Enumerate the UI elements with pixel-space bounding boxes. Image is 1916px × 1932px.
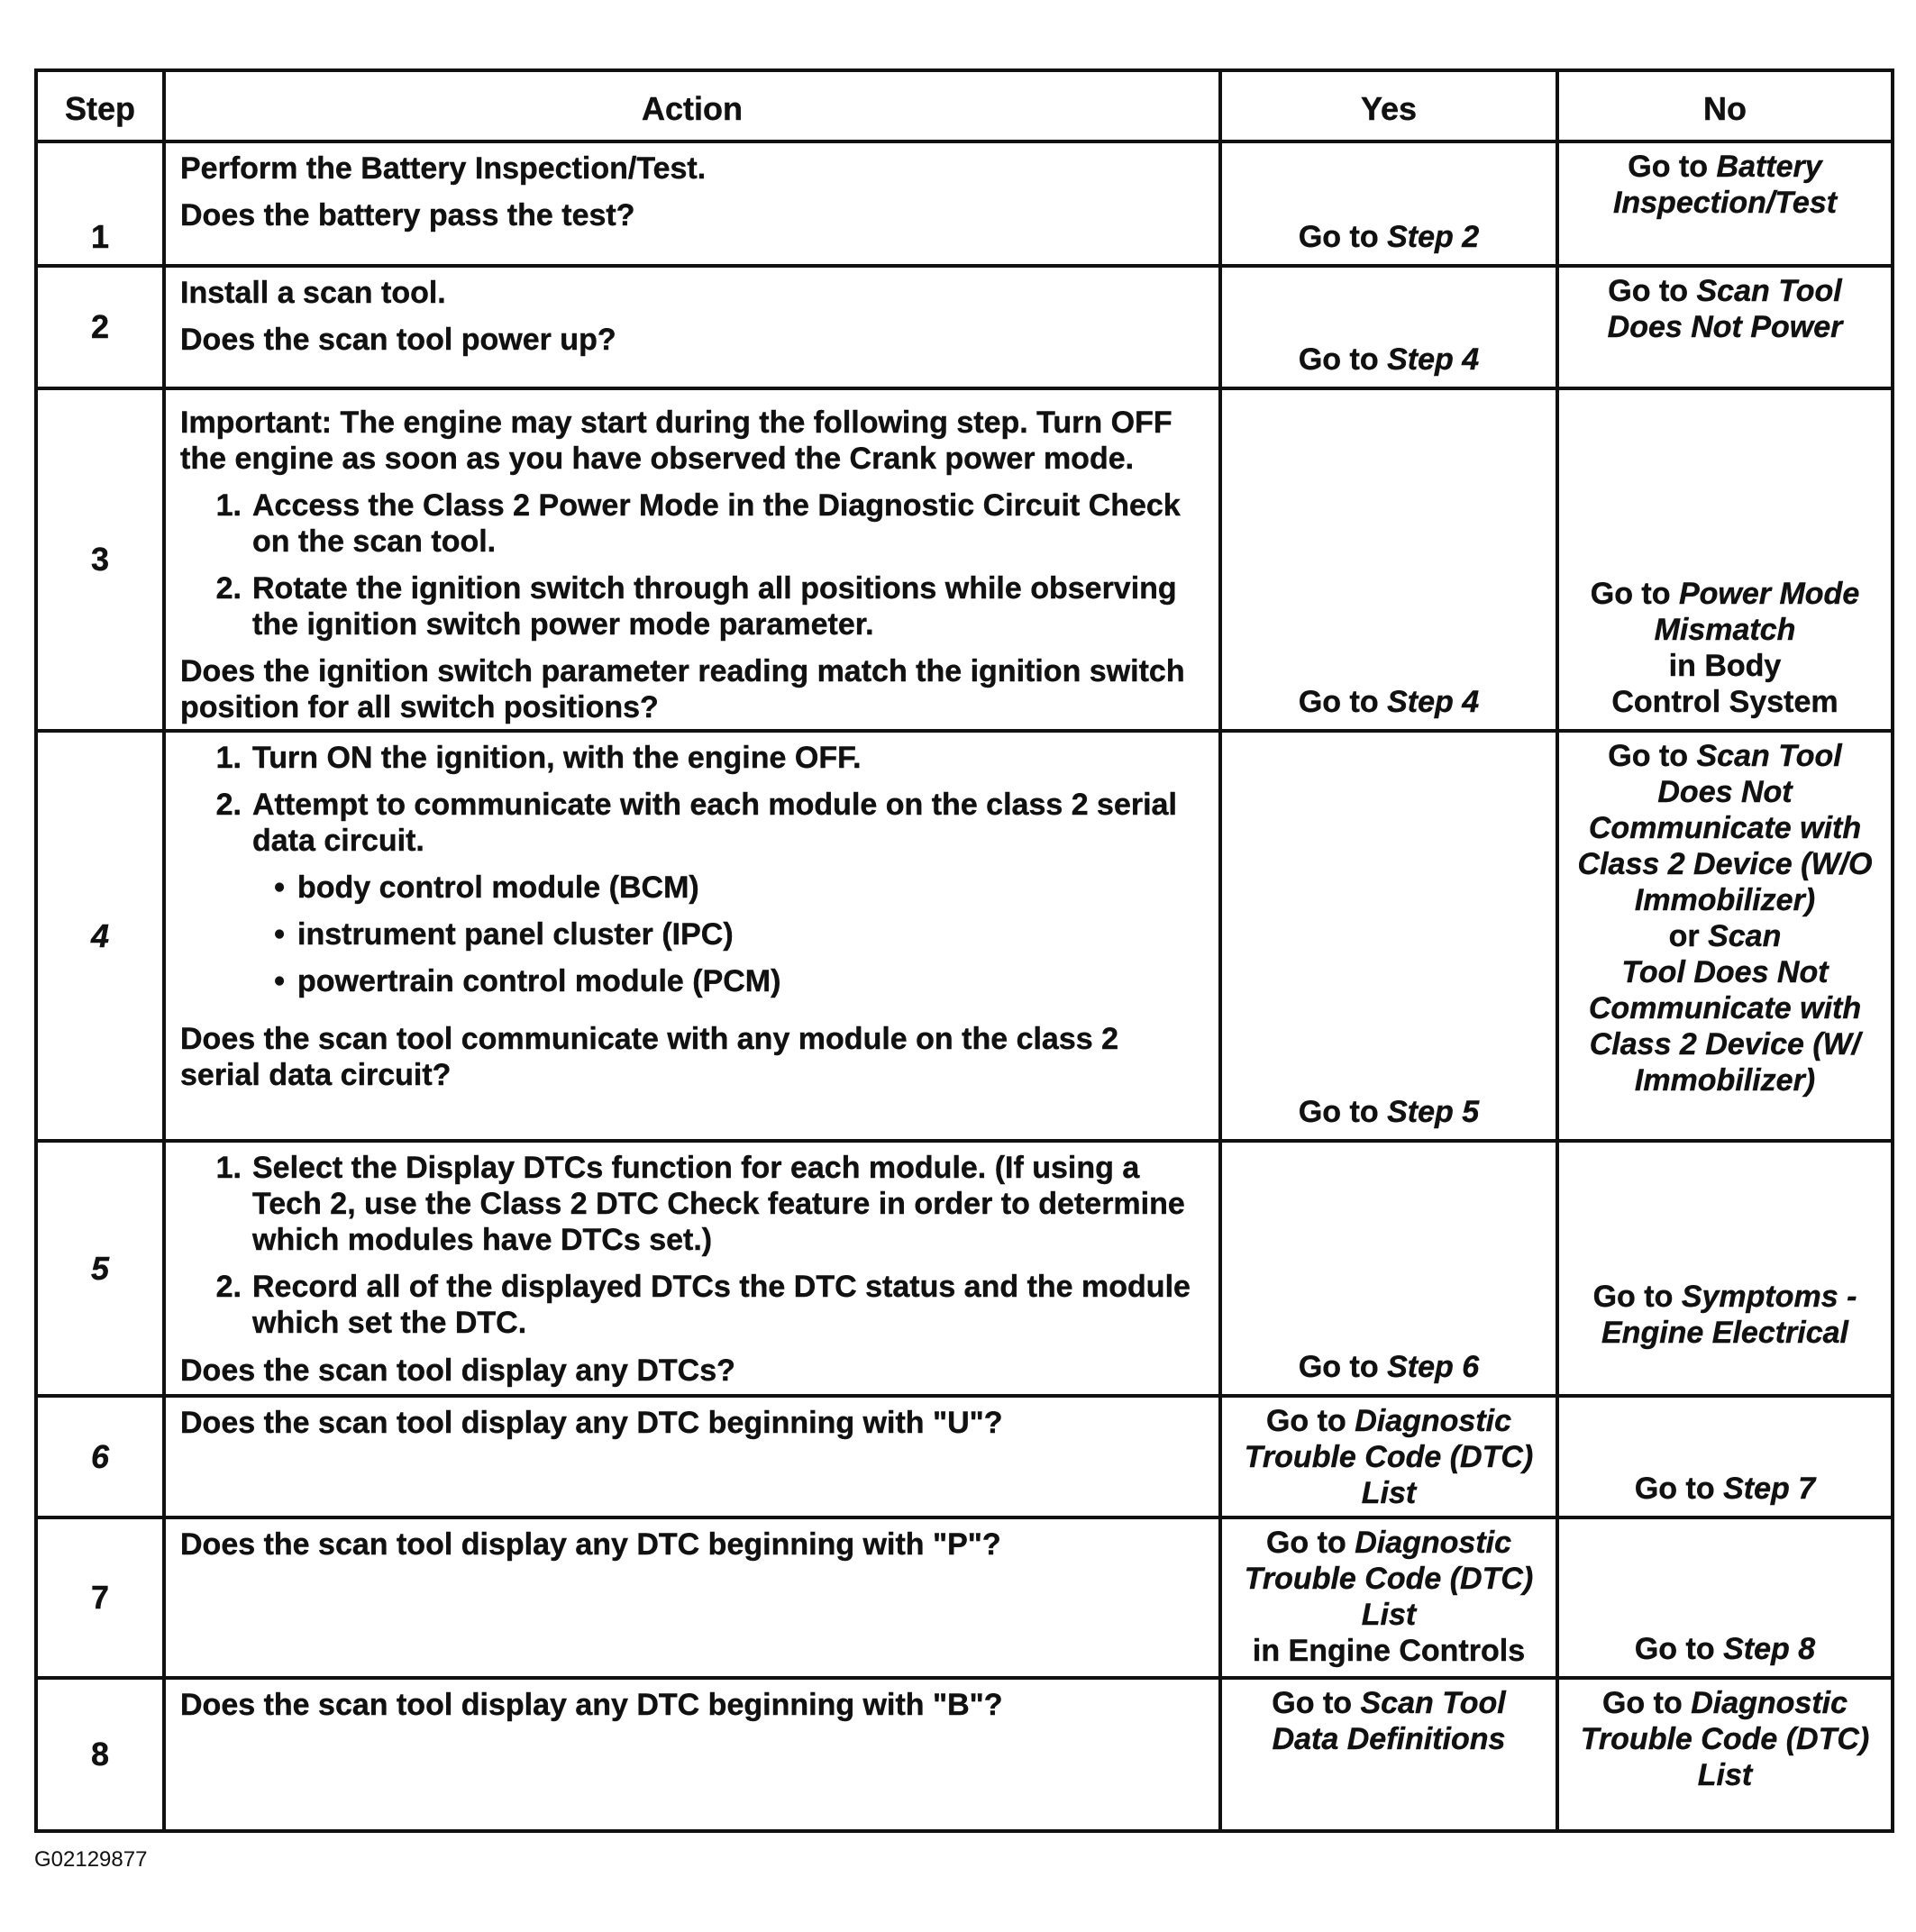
no-link-cont[interactable]: Immobilizer) xyxy=(1634,883,1816,917)
no-link-cont[interactable]: Tool Does Not xyxy=(1621,955,1829,989)
no-link-battery-test[interactable]: Battery xyxy=(1716,150,1822,184)
action-cell-8 xyxy=(166,1680,1222,1829)
yes-link-cont[interactable]: Data Definitions xyxy=(1272,1722,1506,1756)
step-number-1: 1 xyxy=(38,143,166,268)
list-item: 1. Turn ON the ignition, with the engine OFF. xyxy=(215,741,862,775)
action-cell-7 xyxy=(166,1519,1222,1680)
no-link-step-8[interactable]: Step 8 xyxy=(1723,1632,1816,1666)
go-to-text: Go to xyxy=(1272,1686,1353,1720)
header-no: No xyxy=(1559,72,1891,143)
action-cell-2 xyxy=(166,268,1222,390)
header-step: Step xyxy=(38,72,166,143)
go-to-text: Go to xyxy=(1298,342,1379,377)
go-to-text: Go to xyxy=(1608,739,1689,773)
no-link-scan-tool-w[interactable]: Scan xyxy=(1708,919,1782,953)
action-question: Does the scan tool display any DTC beginning with "U"? xyxy=(180,1406,1003,1440)
no-cell-2 xyxy=(1559,268,1891,390)
step-number-2: 2 xyxy=(38,268,166,390)
action-question: Does the scan tool display any DTC beginning with "B"? xyxy=(180,1688,1003,1722)
no-link-scan-tool-wo[interactable]: Scan Tool xyxy=(1696,739,1842,773)
no-link-cont[interactable]: Communicate with xyxy=(1588,991,1862,1025)
action-cell-3 xyxy=(166,390,1222,733)
header-yes: Yes xyxy=(1222,72,1559,143)
yes-link-dtc-list[interactable]: Diagnostic xyxy=(1355,1404,1512,1438)
step-number-3: 3 xyxy=(38,390,166,733)
no-cell-7 xyxy=(1559,1519,1891,1680)
no-link-cont[interactable]: Immobilizer) xyxy=(1634,1063,1816,1098)
go-to-text: Go to xyxy=(1634,1632,1715,1666)
yes-cell-5 xyxy=(1222,1143,1559,1398)
action-text: Perform the Battery Inspection/Test. xyxy=(180,151,707,186)
bullet-item: • instrument panel cluster (IPC) xyxy=(274,917,734,952)
list-item: 2. Attempt to communicate with each module on the class 2 serial data circuit. • body control module (BCM) • instrument panel cluster (IPC) • powertrain control module (PCM) xyxy=(180,787,1204,1010)
list-item: 2. Record all of the displayed DTCs the DTC status and the module which set the DTC. xyxy=(215,1270,1191,1340)
no-link-cont[interactable]: Trouble Code (DTC) xyxy=(1580,1722,1870,1756)
action-question: Does the scan tool power up? xyxy=(180,323,616,357)
no-cell-5 xyxy=(1559,1143,1891,1398)
important-text: The engine may start during the following step. Turn OFF the engine as soon as you have observed the Crank power mode. xyxy=(180,406,1172,476)
go-to-text: Go to xyxy=(1298,220,1379,254)
go-to-text: Go to xyxy=(1592,1280,1674,1314)
or-text: or xyxy=(1668,919,1700,953)
list-item: 1. Select the Display DTCs function for each module. (If using a Tech 2, use the Class 2 DTC Check feature in order to determine which modules have DTCs set.) xyxy=(215,1151,1185,1257)
go-to-text: Go to xyxy=(1265,1404,1346,1438)
no-cell-1 xyxy=(1559,143,1891,268)
important-label: Important: xyxy=(180,406,333,440)
go-to-text: Go to xyxy=(1634,1472,1715,1506)
yes-link-scan-tool-data[interactable]: Scan Tool xyxy=(1360,1686,1506,1720)
step-number-8: 8 xyxy=(38,1680,166,1829)
yes-link-cont[interactable]: List xyxy=(1361,1476,1417,1510)
numbered-list xyxy=(180,740,1204,1021)
no-cell-8 xyxy=(1559,1680,1891,1829)
no-link-scan-tool-cont[interactable]: Does Not Power xyxy=(1607,310,1843,344)
no-link-dtc-list[interactable]: Diagnostic xyxy=(1691,1686,1848,1720)
action-cell-4 xyxy=(166,733,1222,1143)
go-to-text: Go to xyxy=(1265,1526,1346,1560)
no-link-scan-tool[interactable]: Scan Tool xyxy=(1696,274,1842,308)
no-link-cont[interactable]: Communicate with xyxy=(1588,811,1862,845)
numbered-list xyxy=(180,488,1204,642)
no-link-step-7[interactable]: Step 7 xyxy=(1723,1472,1816,1506)
go-to-text: Go to xyxy=(1601,1686,1683,1720)
action-text: Install a scan tool. xyxy=(180,276,446,310)
numbered-list xyxy=(180,1150,1204,1352)
no-cell-6 xyxy=(1559,1398,1891,1519)
no-link-symptoms-cont[interactable]: Engine Electrical xyxy=(1601,1316,1848,1350)
yes-cell-2 xyxy=(1222,268,1559,390)
no-cell-4 xyxy=(1559,733,1891,1143)
yes-link-step-5[interactable]: Step 5 xyxy=(1387,1095,1480,1129)
bullet-list xyxy=(180,859,1204,1010)
action-question: Does the battery pass the test? xyxy=(180,198,635,232)
action-question: Does the ignition switch parameter reading match the ignition switch position for all switch positions? xyxy=(180,654,1185,724)
yes-cell-3 xyxy=(1222,390,1559,733)
yes-link-step-2[interactable]: Step 2 xyxy=(1387,220,1480,254)
action-question: Does the scan tool communicate with any module on the class 2 serial data circuit? xyxy=(180,1022,1119,1092)
yes-cell-7 xyxy=(1222,1519,1559,1680)
yes-link-cont[interactable]: Trouble Code (DTC) xyxy=(1244,1562,1534,1596)
step-number-5: 5 xyxy=(38,1143,166,1398)
go-to-text: Go to xyxy=(1590,577,1671,611)
step-number-7: 7 xyxy=(38,1519,166,1680)
yes-link-cont[interactable]: Trouble Code (DTC) xyxy=(1244,1440,1534,1474)
go-to-text: Go to xyxy=(1298,1350,1379,1384)
no-link-cont[interactable]: Class 2 Device (W/ xyxy=(1589,1027,1861,1062)
go-to-text: Go to xyxy=(1608,274,1689,308)
figure-id: G02129877 xyxy=(34,1847,148,1872)
yes-link-step-6[interactable]: Step 6 xyxy=(1387,1350,1480,1384)
no-link-battery-test-cont[interactable]: Inspection/Test xyxy=(1612,186,1838,220)
go-to-text: Go to xyxy=(1298,685,1379,719)
no-link-cont[interactable]: Class 2 Device (W/O xyxy=(1577,847,1873,881)
yes-cell-1 xyxy=(1222,143,1559,268)
diagnostic-table xyxy=(34,68,1894,1833)
bullet-item: • powertrain control module (PCM) xyxy=(274,964,781,998)
action-cell-1 xyxy=(166,143,1222,268)
yes-cell-6 xyxy=(1222,1398,1559,1519)
yes-cell-4 xyxy=(1222,733,1559,1143)
go-to-text: Go to xyxy=(1298,1095,1379,1129)
yes-cell-8 xyxy=(1222,1680,1559,1829)
go-to-text: Go to xyxy=(1628,150,1709,184)
no-link-symptoms[interactable]: Symptoms - xyxy=(1681,1280,1857,1314)
no-link-cont[interactable]: Does Not xyxy=(1657,775,1793,809)
list-item: 1. Access the Class 2 Power Mode in the Diagnostic Circuit Check on the scan tool. xyxy=(215,488,1181,559)
action-cell-6 xyxy=(166,1398,1222,1519)
no-link-power-mode-cont[interactable]: Mismatch xyxy=(1654,613,1796,647)
no-text: in Body xyxy=(1668,649,1782,683)
yes-link-dtc-list[interactable]: Diagnostic xyxy=(1355,1526,1512,1560)
action-question: Does the scan tool display any DTC beginning with "P"? xyxy=(180,1527,1001,1562)
header-action: Action xyxy=(166,72,1222,143)
list-item: 2. Rotate the ignition switch through all positions while observing the ignition switch power mode parameter. xyxy=(215,571,1177,642)
step-number-6: 6 xyxy=(38,1398,166,1519)
bullet-item: • body control module (BCM) xyxy=(274,870,699,905)
no-link-cont[interactable]: List xyxy=(1697,1758,1753,1792)
yes-link-cont[interactable]: List xyxy=(1361,1598,1417,1632)
yes-text: in Engine Controls xyxy=(1252,1634,1526,1668)
step-number-4: 4 xyxy=(38,733,166,1143)
no-link-power-mode[interactable]: Power Mode xyxy=(1678,577,1860,611)
yes-link-step-4[interactable]: Step 4 xyxy=(1387,685,1480,719)
action-question: Does the scan tool display any DTCs? xyxy=(180,1353,735,1388)
yes-link-step-4[interactable]: Step 4 xyxy=(1387,342,1480,377)
no-cell-3 xyxy=(1559,390,1891,733)
no-text: Control System xyxy=(1611,685,1838,719)
action-cell-5 xyxy=(166,1143,1222,1398)
